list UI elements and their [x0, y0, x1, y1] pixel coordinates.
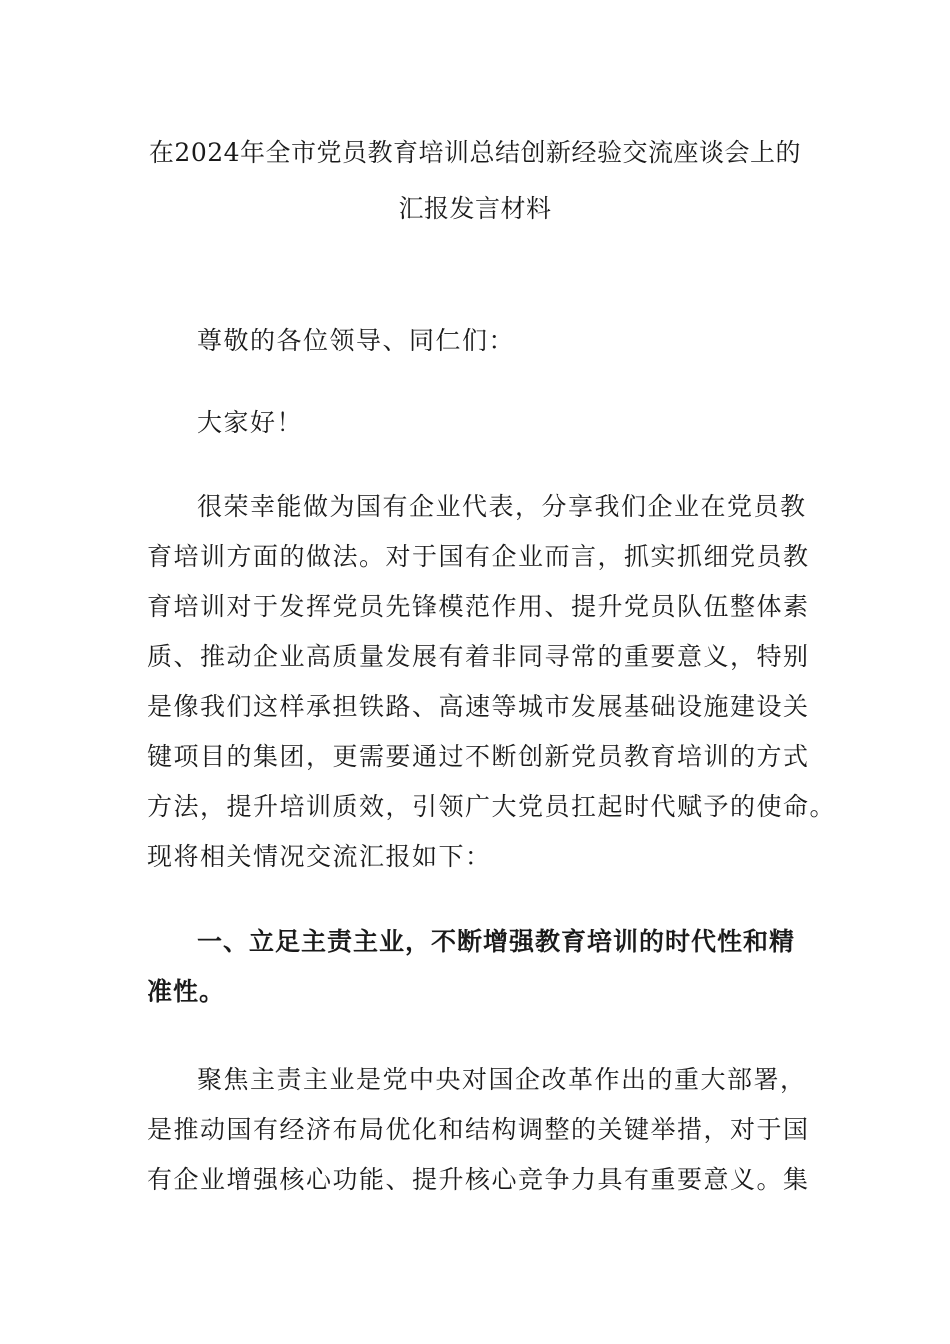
title-line-1: 在2024年全市党员教育培训总结创新经验交流座谈会上的 — [148, 138, 802, 167]
section-1-body — [147, 1055, 810, 1205]
intro-paragraph — [147, 482, 837, 882]
intro-line: 现将相关情况交流汇报如下： — [147, 842, 492, 871]
section-heading-line: 准性。 — [147, 977, 226, 1006]
section-heading-line: 一、立足主责主业，不断增强教育培训的时代性和精 — [197, 927, 796, 956]
intro-line: 键项目的集团，更需要通过不断创新党员教育培训的方式 — [147, 742, 810, 771]
title-line-2: 汇报发言材料 — [398, 194, 552, 223]
intro-line: 育培训对于发挥党员先锋模范作用、提升党员队伍整体素 — [147, 592, 810, 621]
intro-line: 是像我们这样承担铁路、高速等城市发展基础设施建设关 — [147, 692, 810, 721]
section-1-heading — [147, 917, 807, 1017]
intro-line: 质、推动企业高质量发展有着非同寻常的重要意义，特别 — [147, 642, 810, 671]
salutation-text: 尊敬的各位领导、同仁们： — [197, 326, 516, 355]
body-line: 是推动国有经济布局优化和结构调整的关键举措，对于国 — [147, 1115, 810, 1144]
body-line: 聚焦主责主业是党中央对国企改革作出的重大部署， — [197, 1065, 807, 1094]
greeting — [147, 398, 807, 448]
salutation — [147, 316, 807, 366]
greeting-text: 大家好！ — [197, 408, 304, 437]
intro-line: 很荣幸能做为国有企业代表，分享我们企业在党员教 — [197, 492, 807, 521]
intro-line: 育培训方面的做法。对于国有企业而言，抓实抓细党员教 — [147, 542, 810, 571]
body-line: 有企业增强核心功能、提升核心竞争力具有重要意义。集 — [147, 1165, 810, 1194]
document-title — [120, 125, 830, 237]
intro-line: 方法，提升培训质效，引领广大党员扛起时代赋予的使命。 — [147, 792, 837, 821]
